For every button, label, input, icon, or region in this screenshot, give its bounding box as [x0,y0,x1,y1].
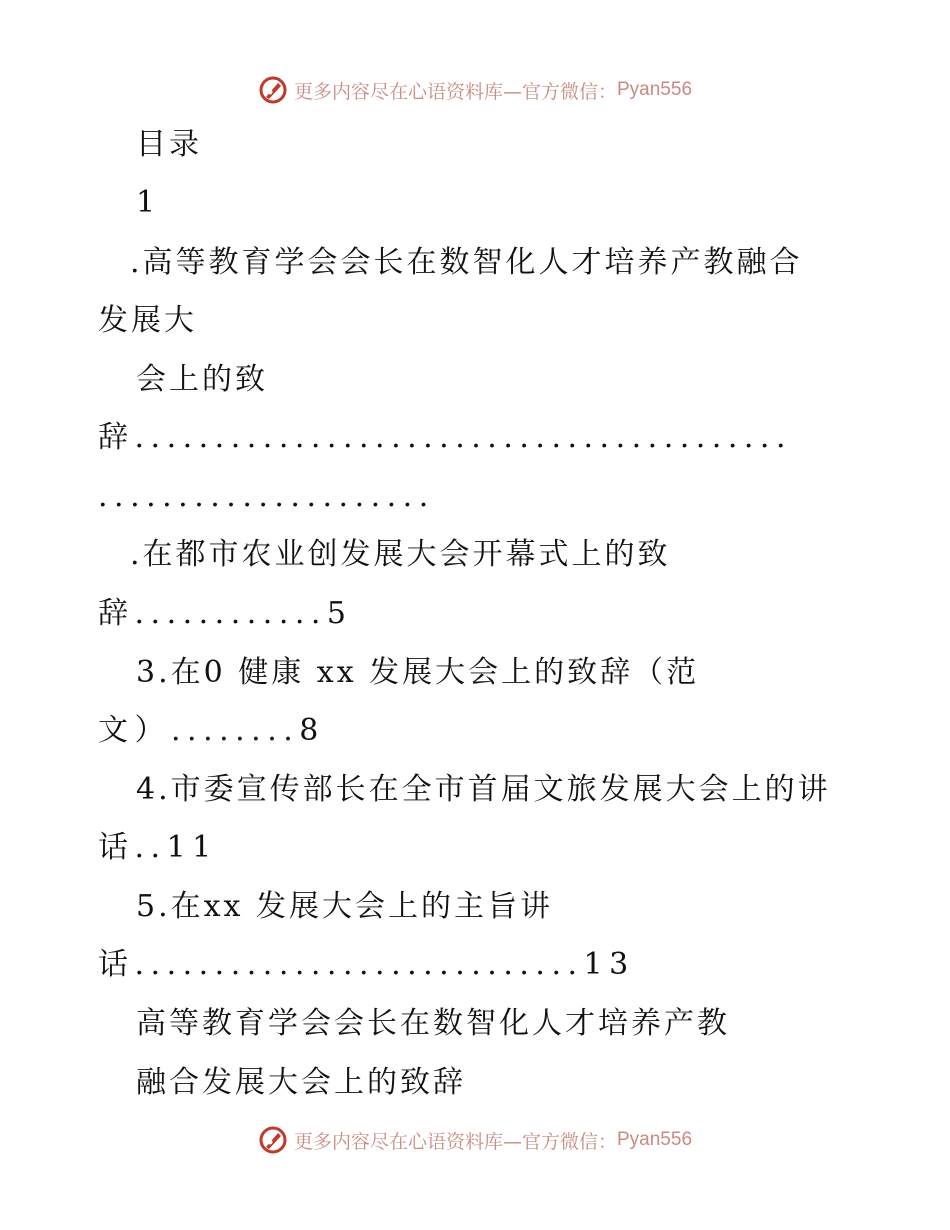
footer-watermark [0,1120,950,1160]
watermark-text: 更多内容尽在心语资料库—官方微信： [293,80,617,103]
watermark-text: 更多内容尽在心语资料库—官方微信： [293,1130,617,1153]
header-watermark [0,70,950,110]
watermark-wechat-id: Pyan556 [617,79,693,100]
toc-item-1-line4: 辞......................................... [98,420,792,455]
pen-circle-icon [258,1125,288,1155]
toc-item-1-line1: .高等教育学会会长在数智化人才培养产教融合 [130,245,803,280]
toc-item-1-line2: 发展大 [98,303,197,338]
toc-title: 目录 [136,127,202,162]
watermark-wechat-id: Pyan556 [617,1129,693,1150]
toc-item-5-line1: 5.在xx 发展大会上的主旨讲 [136,889,553,924]
toc-item-1-line3: 会上的致 [136,362,268,397]
toc-item-3-line1: 3.在0 健康 xx 发展大会上的致辞（范 [136,655,700,690]
section-heading-line2: 融合发展大会上的致辞 [136,1065,466,1100]
toc-item-5-line2: 话............................13 [98,947,635,982]
pen-circle-icon [258,75,288,105]
toc-item-3-line2: 文）........8 [98,713,325,748]
toc-number: 1 [136,185,159,220]
section-heading-line1: 高等教育学会会长在数智化人才培养产教 [136,1006,730,1041]
toc-item-2-line2: 辞............5 [98,596,353,631]
toc-item-1-line5: ..................... [98,479,435,514]
toc-item-4-line2: 话..11 [98,830,218,865]
toc-item-4-line1: 4.市委宣传部长在全市首届文旅发展大会上的讲 [136,772,831,807]
toc-item-2-line1: .在都市农业创发展大会开幕式上的致 [130,537,671,572]
